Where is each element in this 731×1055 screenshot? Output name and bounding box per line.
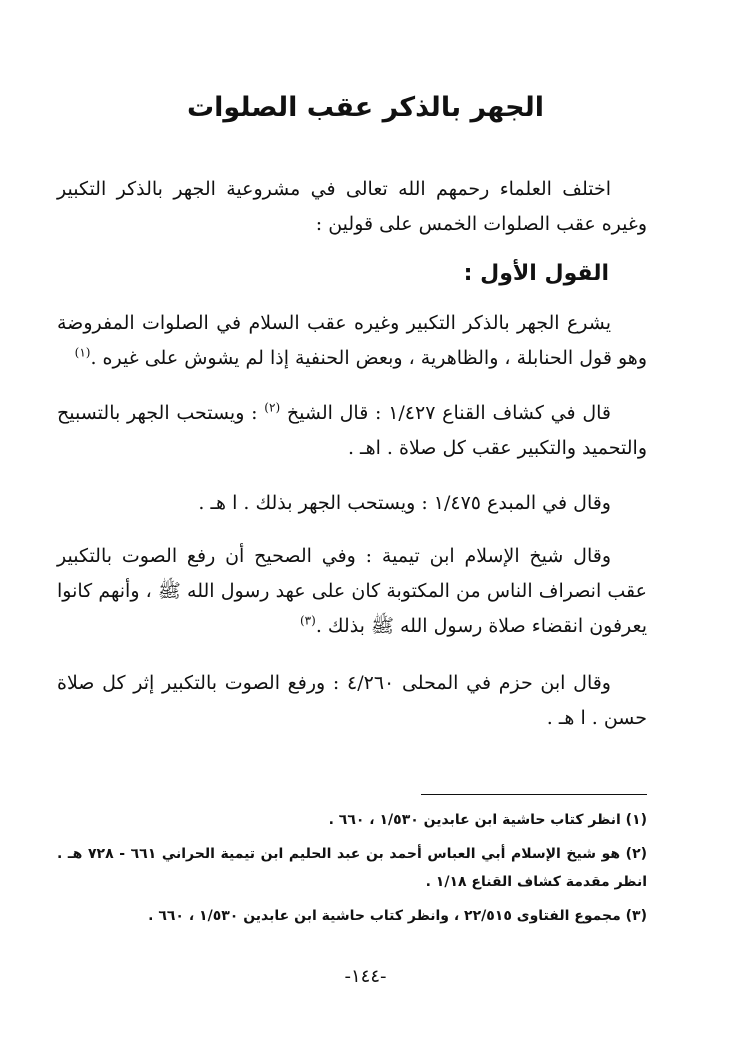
page-number: -١٤٤- xyxy=(344,966,387,987)
intro-paragraph: اختلف العلماء رحمهم الله تعالى في مشروعية الجهر بالذكر التكبير وغيره عقب الصلوات الخمس على قولين : xyxy=(57,178,647,235)
paragraph-1 xyxy=(57,306,647,376)
footnote-2: (٢) هو شيخ الإسلام أبي العباس أحمد بن عبد الحليم ابن تيمية الحراني ٦٦١ - ٧٢٨ هـ . انظر مقدمة كشاف القناع ١/١٨ . xyxy=(57,846,648,890)
paragraph-4 xyxy=(57,539,647,644)
paragraph-1-text: يشرع الجهر بالذكر التكبير وغيره عقب السلام في الصلوات المفروضة وهو قول الحنابلة ، والظاهرية ، وبعض الحنفية إذا لم يشوش على غيره . xyxy=(57,312,647,369)
paragraph-2-text-after: : ويستحب الجهر بالتسبيح والتحميد والتكبير عقب كل صلاة . اهـ . xyxy=(57,402,647,459)
page-title: الجهر بالذكر عقب الصلوات xyxy=(187,92,544,123)
footnote-ref-3: (٣) xyxy=(299,613,316,628)
paragraph-5: وقال ابن حزم في المحلى ٤/٢٦٠ : ورفع الصوت بالتكبير إثر كل صلاة حسن . ا هـ . xyxy=(57,672,647,729)
first-opinion-heading: القول الأول : xyxy=(463,261,609,286)
footnote-1: (١) انظر كتاب حاشية ابن عابدين ١/٥٣٠ ، ٦٦٠ . xyxy=(328,812,647,828)
footnote-3: (٣) مجموع الفتاوى ٢٢/٥١٥ ، وانظر كتاب حاشية ابن عابدين ١/٥٣٠ ، ٦٦٠ . xyxy=(148,908,647,924)
paragraph-2-text-before: قال في كشاف القناع ١/٤٢٧ : قال الشيخ xyxy=(286,402,611,424)
footnote-ref-2: (٢) xyxy=(264,400,281,415)
footnote-divider xyxy=(421,794,647,795)
footnote-ref-1: (١) xyxy=(74,345,91,360)
paragraph-4-text: وقال شيخ الإسلام ابن تيمية : وفي الصحيح أن رفع الصوت بالتكبير عقب انصراف الناس من المكتوبة كان على عهد رسول الله ﷺ ، وأنهم كانوا يعرفون انقضاء صلاة رسول الله ﷺ بذلك . xyxy=(57,545,647,637)
paragraph-3: وقال في المبدع ١/٤٧٥ : ويستحب الجهر بذلك . ا هـ . xyxy=(198,492,611,514)
paragraph-2 xyxy=(57,396,647,466)
